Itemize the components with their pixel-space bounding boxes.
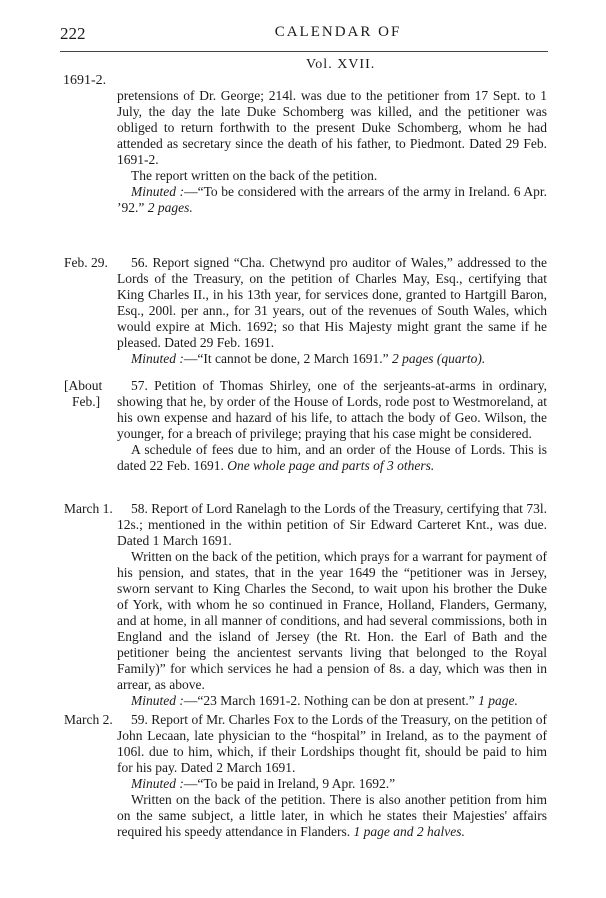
minuted-line — [117, 693, 547, 709]
minuted-label: Minuted : — [131, 351, 184, 366]
pages-note: 1 page and 2 halves. — [353, 824, 465, 839]
minuted-line — [117, 776, 547, 792]
pages-note: 2 pages. — [147, 200, 193, 215]
entry-date: Feb. 29. — [64, 255, 108, 270]
minuted-text: —“It cannot be done, 2 March 1691.” — [183, 351, 389, 366]
entry-date-line: [About — [64, 378, 103, 393]
minuted-label: Minuted : — [131, 693, 184, 708]
minuted-label: Minuted : — [131, 776, 184, 791]
pages-note: One whole page and parts of 3 others. — [227, 458, 435, 473]
minuted-text: —“To be paid in Ireland, 9 Apr. 1692.” — [183, 776, 396, 791]
entry-paragraph: The report written on the back of the petition. — [131, 168, 378, 183]
entry-paragraph: 58. Report of Lord Ranelagh to the Lords of the Treasury, certifying that 73l. 12s.; mentioned in the within petition of Sir Edward Carteret Knt., was due. Dated 1 March 1691. — [117, 501, 547, 548]
minuted-text: —“23 March 1691-2. Nothing can be don at present.” — [183, 693, 475, 708]
entry-text — [117, 712, 547, 840]
entry-paragraph: Written on the back of the petition. There is also another petition from him on the same subject, a little later, in which he states their Majesties' affairs required his speedy attendance in Flanders. — [117, 792, 547, 839]
entry-date: March 2. — [64, 712, 113, 727]
entry-text — [117, 501, 547, 709]
entry-paragraph: A schedule of fees due to him, and an order of the House of Lords. This is dated 22 Feb. 1691. — [117, 442, 547, 473]
running-head: CALENDAR OF — [274, 24, 402, 40]
minuted-line — [117, 184, 547, 216]
volume-label: Vol. XVII. — [306, 57, 376, 72]
pages-note: 2 pages (quarto). — [391, 351, 486, 366]
entry-paragraph-with-pages — [117, 442, 547, 474]
minuted-text: —“To be considered with the arrears of the army in Ireland. 6 Apr. ’92.” — [117, 184, 547, 215]
entry-paragraph-with-pages — [117, 792, 547, 840]
entry-date — [64, 378, 124, 410]
minuted-line — [117, 351, 547, 367]
entry-paragraph: 59. Report of Mr. Charles Fox to the Lords of the Treasury, on the petition of John Lecaan, late physician to the “hospital” in Ireland, as to the payment of 106l. due to him, which, if their Lordships thought fit, should be paid to him for his pay. Dated 2 March 1691. — [117, 712, 547, 775]
year-label: 1691-2. — [63, 73, 107, 88]
entry-date: March 1. — [64, 501, 113, 516]
entry-text — [117, 88, 547, 216]
entry-text — [117, 378, 547, 474]
pages-note: 1 page. — [478, 693, 518, 708]
entry-paragraph: pretensions of Dr. George; 214l. was due to the petitioner from 17 Sept. to 1 July, the day the late Duke Schomberg was killed, and the petitioner was obliged to return forthwith to the present Duke Schomberg, whom he had attended as secretary since the death of his father, to Piedmont. Dated 29 Feb. 1691-2. — [117, 88, 547, 167]
page-number: 222 — [60, 24, 86, 43]
header-rule — [60, 51, 548, 52]
entry-text — [117, 255, 547, 367]
entry-paragraph: 56. Report signed “Cha. Chetwynd pro auditor of Wales,” addressed to the Lords of the Treasury, on the petition of Charles May, Esq., certifying that King Charles II., in his 13th year, for services done, granted to Hartgill Baron, Esq., 200l. per ann., for 31 years, out of the revenues of South Wales, which would expire at Mich. 1692; so that His Majesty might grant the same if he pleased. Dated 29 Feb. 1691. — [117, 255, 547, 350]
entry-paragraph: Written on the back of the petition, which prays for a warrant for payment of his pension, and states, that in the year 1649 the “petitioner was in Jersey, sworn servant to King Charles the Second, to wait upon his brother the Duke of York, with whom he so continued in France, Holland, Flanders, Germany, and at home, in all manner of conditions, and had several commissions, both in England and the island of Jersey (the Rt. Hon. the Earl of Bath and the petitioner being the ancientest servants living that belonged to the Royal Family)” for which services he had a pension of 8s. a day, which was then in arrear, as above. — [117, 549, 547, 692]
entry-paragraph: 57. Petition of Thomas Shirley, one of the serjeants-at-arms in ordinary, showing that he, by order of the House of Lords, rode post to Westmoreland, at his own expense and hazard of his life, to attach the body of Geo. Wilson, the younger, for a breach of privilege; praying that his case might be considered. — [117, 378, 547, 441]
minuted-label: Minuted : — [131, 184, 185, 199]
entry-date-line: Feb.] — [72, 394, 101, 409]
